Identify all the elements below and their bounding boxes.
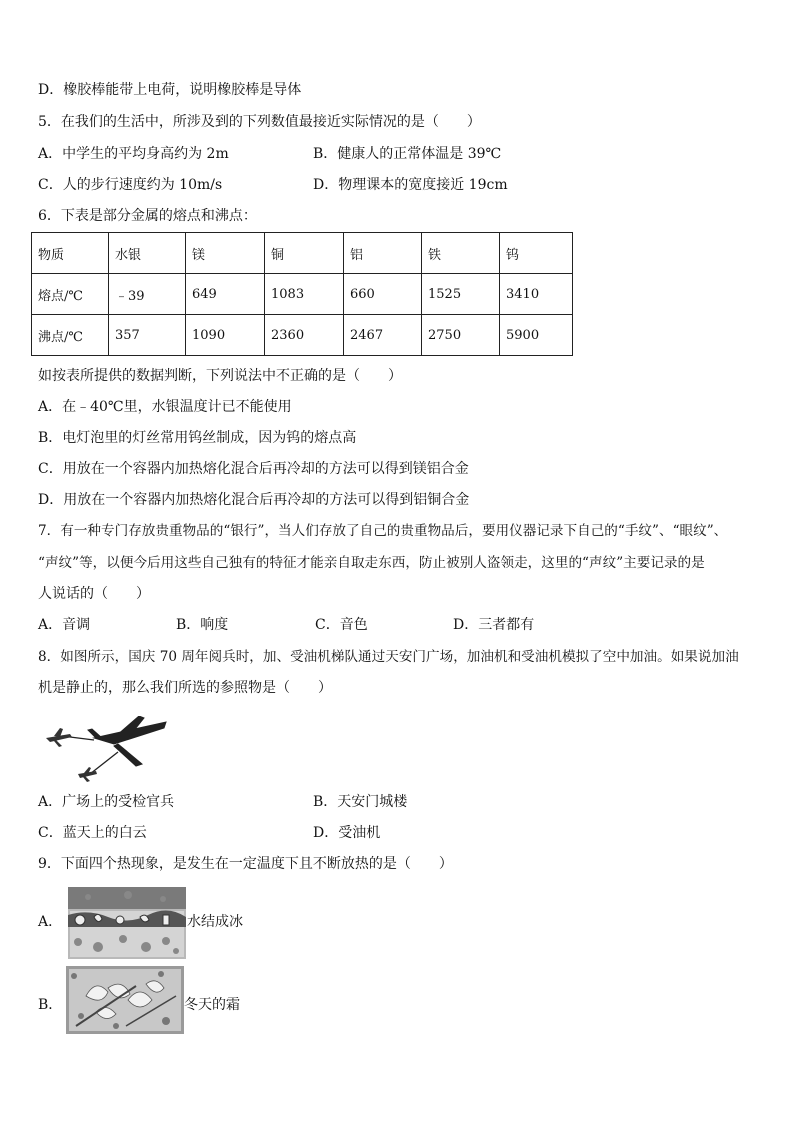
q6-option-a: A．在﹣40℃里，水银温度计已不能使用 bbox=[38, 399, 292, 415]
q9-stem: 9．下面四个热现象，是发生在一定温度下且不断放热的是（ ） bbox=[38, 856, 453, 872]
table-cell: 水银 bbox=[109, 233, 186, 274]
q5-option-a: A．中学生的平均身高约为 2m bbox=[38, 146, 229, 162]
q7-stem-line-1: 7．有一种专门存放贵重物品的“银行”，当人们存放了自己的贵重物品后，要用仪器记录下自己的“手纹”、“眼纹”、 bbox=[38, 523, 728, 539]
q5-option-d: D．物理课本的宽度接近 19cm bbox=[313, 177, 508, 193]
q7-option-c: C．音色 bbox=[315, 617, 368, 633]
table-cell: 铁 bbox=[422, 233, 500, 274]
table-cell: 1090 bbox=[186, 315, 265, 356]
q8-option-d: D．受油机 bbox=[313, 825, 381, 841]
table-row bbox=[32, 315, 573, 356]
q6-option-c: C．用放在一个容器内加热熔化混合后再冷却的方法可以得到镁铝合金 bbox=[38, 461, 469, 477]
q8-option-c: C．蓝天上的白云 bbox=[38, 825, 147, 841]
q5-stem: 5．在我们的生活中，所涉及到的下列数值最接近实际情况的是（ ） bbox=[38, 114, 481, 130]
q4-option-d: D．橡胶棒能带上电荷，说明橡胶棒是导体 bbox=[38, 82, 302, 98]
table-cell: 铝 bbox=[344, 233, 422, 274]
q5-option-b: B．健康人的正常体温是 39℃ bbox=[313, 146, 502, 162]
table-cell: 2467 bbox=[344, 315, 422, 356]
q9-option-a-letter: A． bbox=[38, 914, 63, 930]
table-cell: 沸点/℃ bbox=[32, 315, 109, 356]
table-cell: 5900 bbox=[500, 315, 573, 356]
q7-option-b: B．响度 bbox=[176, 617, 229, 633]
q8-stem-line-1: 8．如图所示，国庆 70 周年阅兵时，加、受油机梯队通过天安门广场，加油机和受油机模拟了空中加油。如果说加油 bbox=[38, 649, 739, 665]
q6-stem: 6．下表是部分金属的熔点和沸点： bbox=[38, 208, 257, 224]
q7-option-a: A．音调 bbox=[38, 617, 91, 633]
q8-stem-line-2: 机是静止的，那么我们所选的参照物是（ ） bbox=[38, 680, 332, 696]
q8-option-b: B．天安门城楼 bbox=[313, 794, 408, 810]
table-cell: 物质 bbox=[32, 233, 109, 274]
table-cell: 镁 bbox=[186, 233, 265, 274]
table-cell: 3410 bbox=[500, 274, 573, 315]
metals-table bbox=[31, 232, 573, 356]
table-cell: 钨 bbox=[500, 233, 573, 274]
q9-option-a-caption: 水结成冰 bbox=[187, 914, 243, 930]
table-cell: 1525 bbox=[422, 274, 500, 315]
refueling-planes-image bbox=[44, 716, 168, 782]
q5-option-c: C．人的步行速度约为 10m/s bbox=[38, 177, 223, 193]
q9-option-b-caption: 冬天的霜 bbox=[184, 997, 240, 1013]
q7-stem-line-3: 人说话的（ ） bbox=[38, 586, 150, 602]
table-cell: 649 bbox=[186, 274, 265, 315]
table-header-row bbox=[32, 233, 573, 274]
q9-option-b-letter: B． bbox=[38, 997, 63, 1013]
table-cell: 熔点/℃ bbox=[32, 274, 109, 315]
table-cell: 1083 bbox=[265, 274, 344, 315]
table-cell: 2750 bbox=[422, 315, 500, 356]
table-cell: 357 bbox=[109, 315, 186, 356]
q6-option-b: B．电灯泡里的灯丝常用钨丝制成，因为钨的熔点高 bbox=[38, 430, 357, 446]
table-cell: 2360 bbox=[265, 315, 344, 356]
q8-option-a: A．广场上的受检官兵 bbox=[38, 794, 175, 810]
q7-option-d: D．三者都有 bbox=[453, 617, 535, 633]
water-freezing-image bbox=[68, 887, 186, 959]
q6-prompt: 如按表所提供的数据判断，下列说法中不正确的是（ ） bbox=[38, 368, 402, 384]
q7-stem-line-2: “声纹”等，以便今后用这些自己独有的特征才能亲自取走东西，防止被别人盗领走，这里的“声纹”主要记录的是 bbox=[38, 555, 705, 571]
table-row bbox=[32, 274, 573, 315]
table-cell: ﹣39 bbox=[109, 274, 186, 315]
q6-option-d: D．用放在一个容器内加热熔化混合后再冷却的方法可以得到铝铜合金 bbox=[38, 492, 470, 508]
table-cell: 660 bbox=[344, 274, 422, 315]
table-cell: 铜 bbox=[265, 233, 344, 274]
winter-frost-image bbox=[66, 966, 184, 1034]
